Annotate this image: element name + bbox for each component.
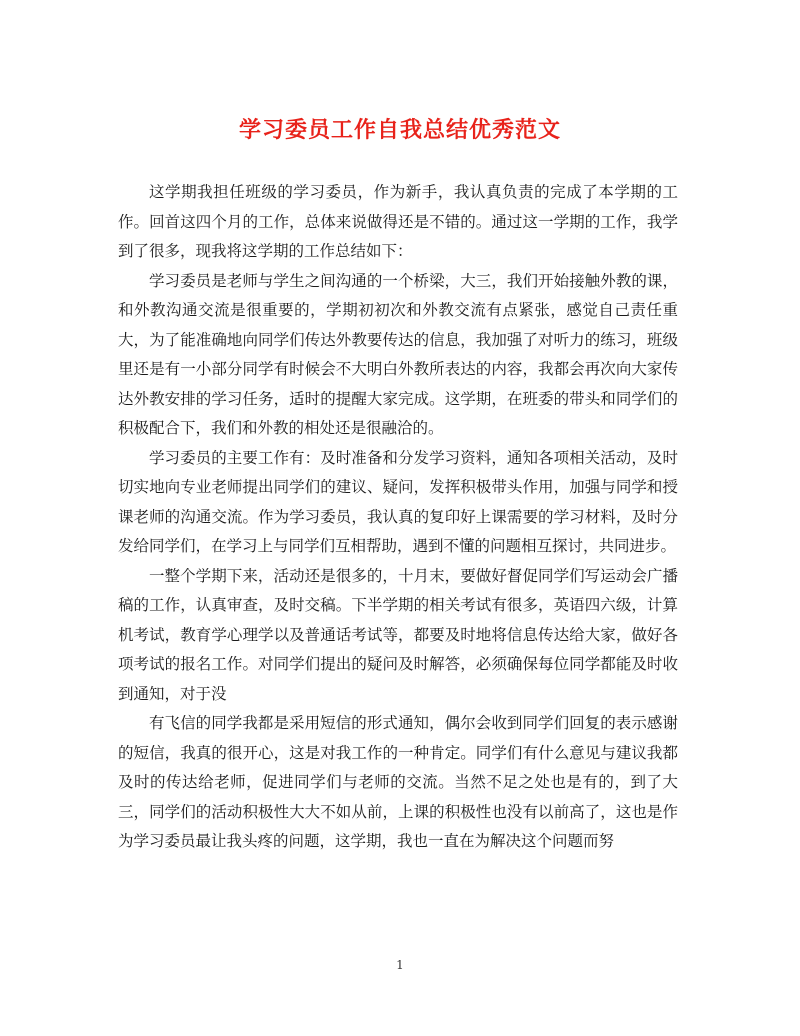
paragraph-3: 学习委员的主要工作有：及时准备和分发学习资料，通知各项相关活动，及时切实地向专业老师提出同学们的建议、疑问，发挥积极带头作用，加强与同学和授课老师的沟通交流。作为学习委员，我认真的复印好上课需要的学习材料，及时分发给同学们，在学习上与同学们互相帮助，遇到不懂的问题相互探讨，共同进步。 [118,448,678,555]
document-body [118,178,678,857]
paragraph-2: 学习委员是老师与学生之间沟通的一个桥梁，大三，我们开始接触外教的课，和外教沟通交流是很重要的，学期初初次和外教交流有点紧张，感觉自己责任重大，为了能准确地向同学们传达外教要传达的信息，我加强了对听力的练习，班级里还是有一小部分同学有时候会不大明白外教所表达的内容，我都会再次向大家传达外教安排的学习任务，适时的提醒大家完成。这学期，在班委的带头和同学们的积极配合下，我们和外教的相处还是很融洽的。 [118,271,678,437]
document-title: 学习委员工作自我总结优秀范文 [238,117,561,143]
paragraph-4: 一整个学期下来，活动还是很多的，十月末，要做好督促同学们写运动会广播稿的工作，认真审查，及时交稿。下半学期的相关考试有很多，英语四六级，计算机考试，教育学心理学以及普通话考试等，都要及时地将信息传达给大家，做好各项考试的报名工作。对同学们提出的疑问及时解答，必须确保每位同学都能及时收到通知，对于没 [118,566,678,703]
page-number: 1 [396,958,404,972]
paragraph-5: 有飞信的同学我都是采用短信的形式通知，偶尔会收到同学们回复的表示感谢的短信，我真的很开心，这是对我工作的一种肯定。同学们有什么意见与建议我都及时的传达给老师，促进同学们与老师的交流。当然不足之处也是有的，到了大三，同学们的活动积极性大大不如从前，上课的积极性也没有以前高了，这也是作为学习委员最让我头疼的问题，这学期，我也一直在为解决这个问题而努 [118,714,678,850]
paragraph-1: 这学期我担任班级的学习委员，作为新手，我认真负责的完成了本学期的工作。回首这四个月的工作，总体来说做得还是不错的。通过这一学期的工作，我学到了很多，现我将这学期的工作总结如下： [118,183,678,260]
